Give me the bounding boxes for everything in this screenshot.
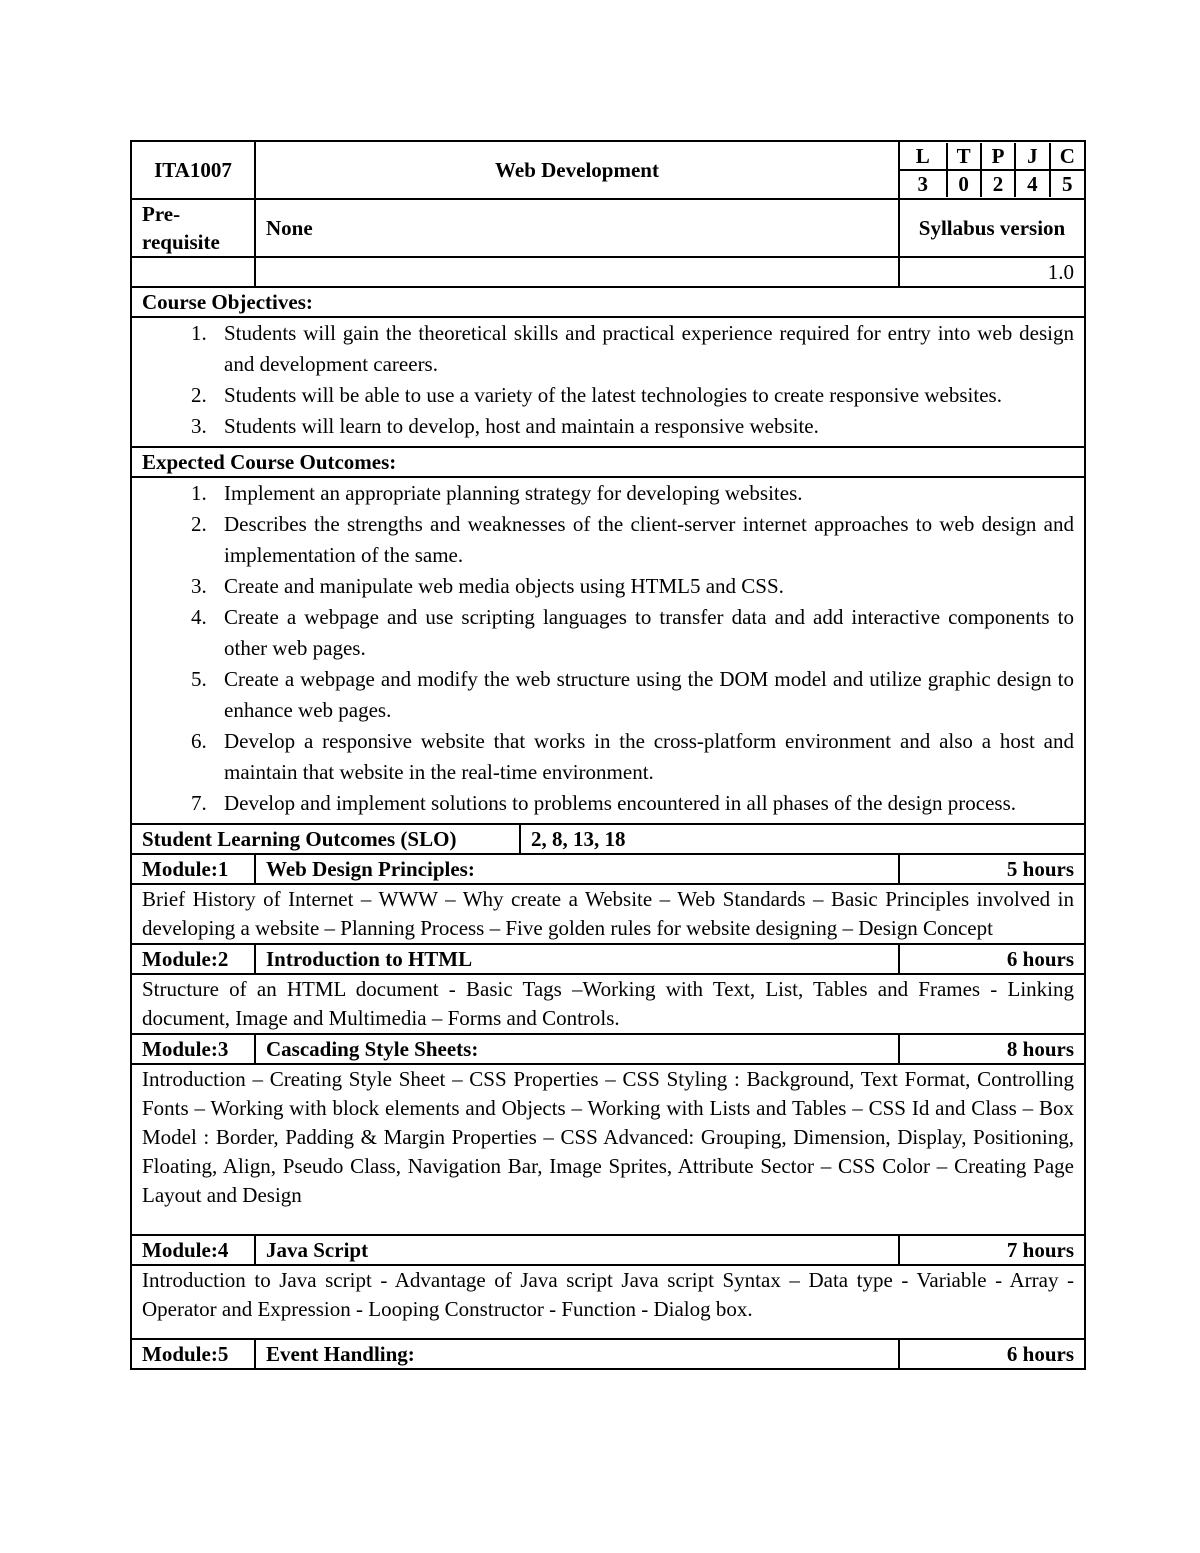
module-2-label: Module:2 xyxy=(131,944,255,974)
ltpjc-value-t: 0 xyxy=(947,170,981,197)
outcome-item: 3. Create and manipulate web media objects using HTML5 and CSS. xyxy=(212,571,1074,602)
slo-value: 2, 8, 13, 18 xyxy=(531,827,626,851)
prereq-label: Pre-requisite xyxy=(131,199,255,257)
ltpjc-value-j: 4 xyxy=(1015,170,1049,197)
module-3-label: Module:3 xyxy=(131,1034,255,1064)
ltpjc-value-c: 5 xyxy=(1062,172,1073,196)
outcomes-cell xyxy=(131,477,1085,824)
module-5-hours: 6 hours xyxy=(899,1339,1085,1369)
objectives-cell xyxy=(131,317,1085,447)
module-3-title: Cascading Style Sheets: xyxy=(255,1034,899,1064)
slo-row xyxy=(131,824,1085,854)
module-4-label: Module:4 xyxy=(131,1235,255,1265)
ltpjc-header-l: L xyxy=(900,143,947,170)
ltpjc-header-t: T xyxy=(947,143,981,170)
module-5-label: Module:5 xyxy=(131,1339,255,1369)
module-2-content: Structure of an HTML document - Basic Tags –Working with Text, List, Tables and Frames - Linking document, Image and Multimedia – Forms and Controls. xyxy=(131,974,1085,1034)
module-3-content: Introduction – Creating Style Sheet – CSS Properties – CSS Styling : Background, Text Format, Controlling Fonts – Working with block elements and Objects – Working with Lists and Tables – CSS Id and Class – Box Model : Border, Padding & Margin Properties – CSS Advanced: Grouping, Dimension, Display, Positioning, Floating, Align, Pseudo Class, Navigation Bar, Image Sprites, Attribute Sector – CSS Color – Creating Page Layout and Design xyxy=(131,1064,1085,1235)
ltpjc-header-p: P xyxy=(981,143,1015,170)
outcomes-list xyxy=(142,478,1074,819)
outcome-item: 4. Create a webpage and use scripting languages to transfer data and add interactive components to other web pages. xyxy=(212,602,1074,664)
ltpjc-header-j: J xyxy=(1015,143,1049,170)
outcomes-heading: Expected Course Outcomes: xyxy=(131,447,1085,477)
course-title: Web Development xyxy=(255,141,899,199)
outcome-item: 2. Describes the strengths and weaknesses of the client-server internet approaches to web design and implementation of the same. xyxy=(212,509,1074,571)
syllabus-document xyxy=(130,140,1084,1370)
objective-item: 3. Students will learn to develop, host and maintain a responsive website. xyxy=(212,411,1074,442)
module-2-title: Introduction to HTML xyxy=(255,944,899,974)
ltpjc-grid xyxy=(900,143,1084,197)
module-1-content: Brief History of Internet – WWW – Why create a Website – Web Standards – Basic Principles involved in developing a website – Planning Process – Five golden rules for website designing – Design Concept xyxy=(131,884,1085,944)
blank-cell xyxy=(131,257,255,287)
slo-label: Student Learning Outcomes (SLO) xyxy=(132,825,520,853)
module-1-label: Module:1 xyxy=(131,854,255,884)
objectives-list xyxy=(142,318,1074,442)
module-5-title: Event Handling: xyxy=(255,1339,899,1369)
outcome-item: 1. Implement an appropriate planning strategy for developing websites. xyxy=(212,478,1074,509)
objectives-heading: Course Objectives: xyxy=(131,287,1085,317)
module-2-hours: 6 hours xyxy=(899,944,1085,974)
module-1-hours: 5 hours xyxy=(899,854,1085,884)
objective-item: 1. Students will gain the theoretical skills and practical experience required for entry into web design and development careers. xyxy=(212,318,1074,380)
blank-cell xyxy=(255,257,899,287)
syllabus-table xyxy=(130,140,1086,1370)
module-4-hours: 7 hours xyxy=(899,1235,1085,1265)
module-3-hours: 8 hours xyxy=(899,1034,1085,1064)
outcome-item: 5. Create a webpage and modify the web structure using the DOM model and utilize graphic design to enhance web pages. xyxy=(212,664,1074,726)
module-4-content: Introduction to Java script - Advantage of Java script Java script Syntax – Data type - Variable - Array - Operator and Expression - Looping Constructor - Function - Dialog box. xyxy=(131,1265,1085,1339)
outcome-item: 7. Develop and implement solutions to problems encountered in all phases of the design process. xyxy=(212,788,1074,819)
ltpjc-header-c: C xyxy=(1050,143,1084,170)
ltpjc-cell xyxy=(899,141,1085,199)
course-code: ITA1007 xyxy=(131,141,255,199)
prereq-value: None xyxy=(255,199,899,257)
ltpjc-value-l: 3 xyxy=(900,170,947,197)
module-4-title: Java Script xyxy=(255,1235,899,1265)
module-1-title: Web Design Principles: xyxy=(255,854,899,884)
ltpjc-value-p: 2 xyxy=(981,170,1015,197)
syllabus-version-label: Syllabus version xyxy=(899,199,1085,257)
outcome-item: 6. Develop a responsive website that works in the cross-platform environment and also a host and maintain that website in the real-time environment. xyxy=(212,726,1074,788)
objective-item: 2. Students will be able to use a variety of the latest technologies to create responsive websites. xyxy=(212,380,1074,411)
syllabus-version-value: 1.0 xyxy=(899,257,1085,287)
